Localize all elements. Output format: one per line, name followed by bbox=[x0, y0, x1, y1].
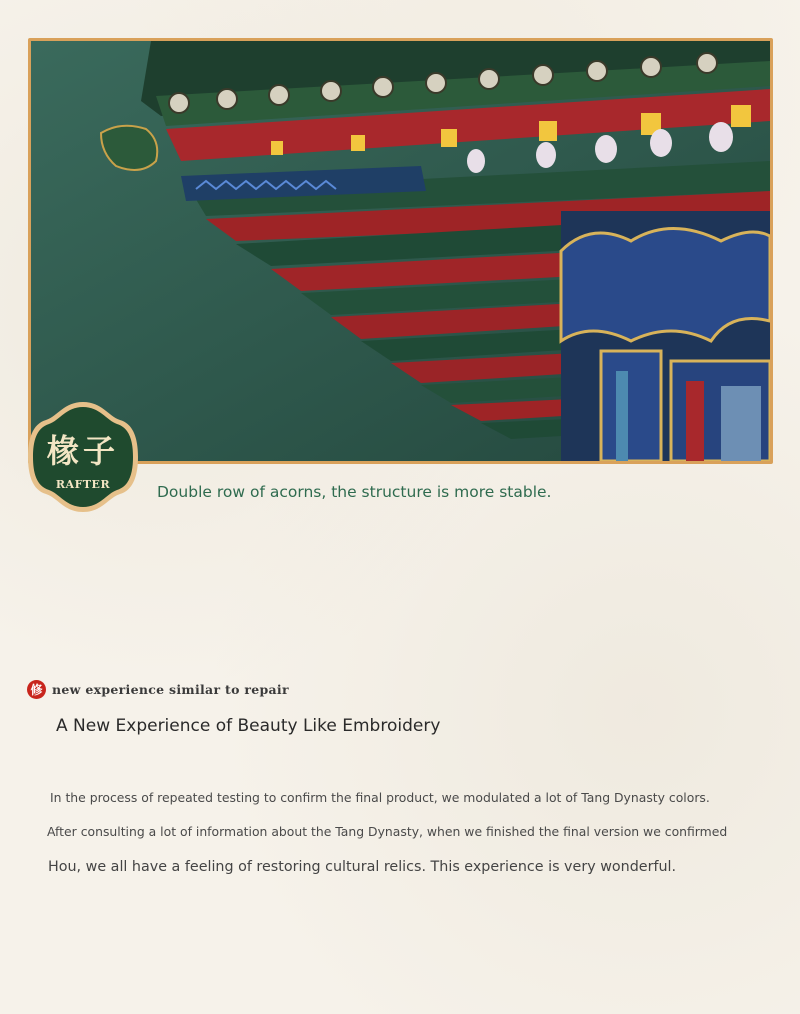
seal-subtitle: RAFTER bbox=[55, 478, 111, 491]
paragraph-line: Hou, we all have a feeling of restoring cultural relics. This experience is very wonderful. bbox=[48, 859, 677, 875]
photo-caption: Double row of acorns, the structure is more stable. bbox=[157, 483, 552, 501]
paragraph-line: In the process of repeated testing to confirm the final product, we modulated a lot of Tang Dynasty colors. bbox=[50, 790, 710, 805]
section-label bbox=[27, 680, 289, 699]
repair-mark-icon: 修 bbox=[27, 680, 46, 699]
rafter-seal-badge bbox=[24, 398, 142, 516]
paragraph-line: After consulting a lot of information about the Tang Dynasty, when we finished the final version we confirmed bbox=[47, 824, 728, 839]
section-heading: A New Experience of Beauty Like Embroidery bbox=[56, 716, 441, 736]
section-label-text: new experience similar to repair bbox=[52, 682, 289, 697]
seal-title: 椽子 bbox=[46, 432, 119, 470]
